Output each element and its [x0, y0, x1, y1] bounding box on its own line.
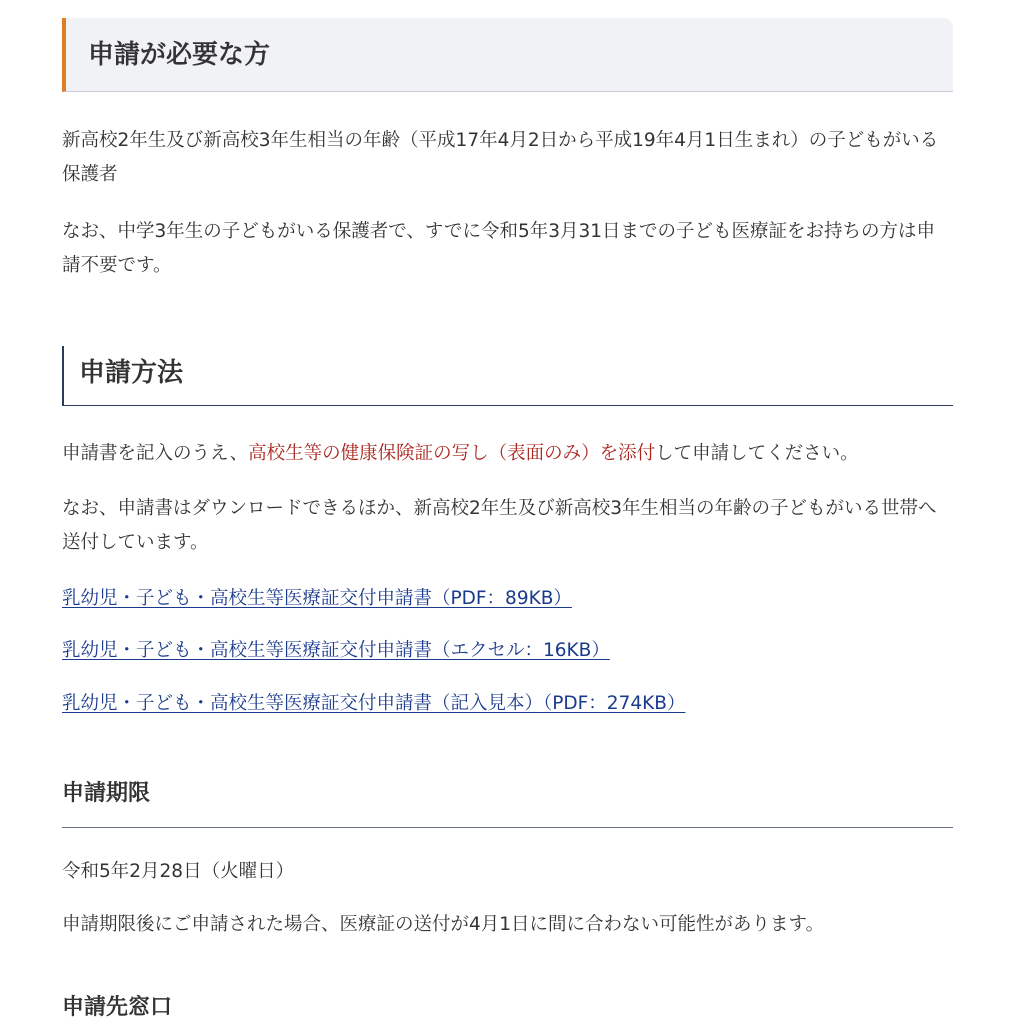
deadline-note: 申請期限後にご申請された場合、医療証の送付が4月1日に間に合わない可能性があります。: [62, 914, 825, 935]
excel-application-link[interactable]: 乳幼児・子ども・高校生等医療証交付申請書（エクセル：16KB）: [62, 640, 610, 661]
deadline-date: 令和5年2月28日（火曜日）: [62, 861, 295, 882]
section-heading-method: [62, 346, 953, 406]
section-heading-required: [62, 18, 953, 92]
section-heading-deadline: [62, 778, 953, 828]
method-instruction: [62, 437, 953, 471]
required-attachment-highlight: 高校生等の健康保険証の写し（表面のみ）を添付: [248, 443, 656, 464]
pdf-application-link[interactable]: 乳幼児・子ども・高校生等医療証交付申請書（PDF：89KB）: [62, 588, 572, 609]
section-title-deadline: 申請期限: [62, 781, 151, 806]
exemption-note: なお、中学3年生の子どもがいる保護者で、すでに令和5年3月31日までの子ども医療証をお持ちの方は申請不要です。: [62, 221, 936, 276]
next-section-heading: 申請先窓口: [62, 995, 173, 1020]
section-title-method: 申請方法: [79, 358, 184, 388]
method-instruction-end: して申請してください。: [655, 443, 859, 464]
method-instruction-start: 申請書を記入のうえ、: [62, 443, 249, 464]
sample-application-link[interactable]: 乳幼児・子ども・高校生等医療証交付申請書（記入見本）（PDF：274KB）: [62, 693, 686, 714]
download-note: なお、申請書はダウンロードできるほか、新高校2年生及び新高校3年生相当の年齢の子どもがいる世帯へ送付しています。: [62, 498, 937, 553]
section-title-required: 申請が必要な方: [88, 40, 271, 70]
eligibility-text: 新高校2年生及び新高校3年生相当の年齢（平成17年4月2日から平成19年4月1日生まれ）の子どもがいる保護者: [62, 130, 939, 185]
